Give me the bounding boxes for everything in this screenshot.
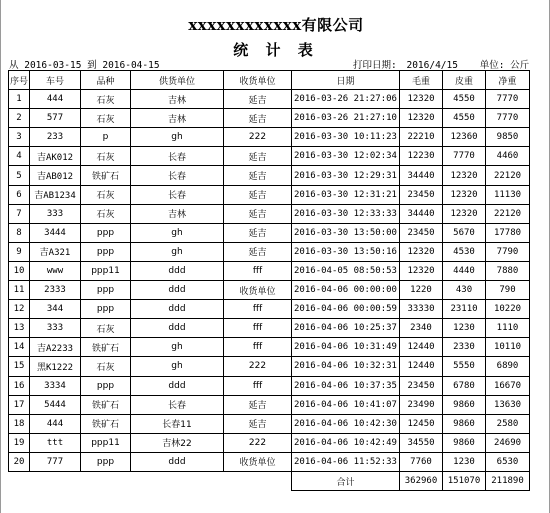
cell-receiver: fff	[224, 376, 292, 395]
cell-tare: 12320	[443, 166, 486, 185]
cell-seq: 14	[9, 338, 30, 357]
cell-plate: 吉A321	[30, 242, 81, 261]
cell-seq: 8	[9, 223, 30, 242]
cell-net: 2580	[486, 414, 530, 433]
cell-supplier: gh	[131, 128, 224, 147]
cell-date: 2016-03-30 12:33:33	[292, 204, 400, 223]
cell-product: 石灰	[81, 185, 131, 204]
cell-supplier: gh	[131, 223, 224, 242]
cell-date: 2016-04-06 10:42:49	[292, 433, 400, 452]
cell-tare: 430	[443, 281, 486, 300]
col-header-gross: 毛重	[400, 71, 443, 90]
cell-gross: 33330	[400, 300, 443, 319]
total-net: 211890	[486, 471, 530, 490]
cell-gross: 2340	[400, 319, 443, 338]
cell-tare: 9860	[443, 433, 486, 452]
cell-seq: 12	[9, 300, 30, 319]
cell-net: 17780	[486, 223, 530, 242]
cell-net: 6530	[486, 452, 530, 471]
cell-receiver: 延吉	[224, 242, 292, 261]
cell-product: ppp	[81, 223, 131, 242]
cell-net: 7770	[486, 90, 530, 109]
cell-product: ppp	[81, 376, 131, 395]
cell-receiver: fff	[224, 338, 292, 357]
cell-receiver: 222	[224, 433, 292, 452]
cell-receiver: 222	[224, 357, 292, 376]
cell-date: 2016-04-06 10:31:49	[292, 338, 400, 357]
cell-receiver: 延吉	[224, 185, 292, 204]
cell-supplier: ddd	[131, 319, 224, 338]
cell-gross: 34440	[400, 166, 443, 185]
table-row	[9, 90, 530, 109]
cell-tare: 9860	[443, 395, 486, 414]
cell-gross: 12320	[400, 90, 443, 109]
cell-supplier: ddd	[131, 452, 224, 471]
cell-product: ppp11	[81, 433, 131, 452]
cell-receiver: fff	[224, 261, 292, 280]
cell-net: 7770	[486, 109, 530, 128]
col-header-date: 日期	[292, 71, 400, 90]
table-row	[9, 395, 530, 414]
cell-gross: 12440	[400, 357, 443, 376]
date-range: 从 2016-03-15 到 2016-04-15	[9, 60, 160, 71]
total-label: 合计	[292, 471, 400, 490]
cell-seq: 17	[9, 395, 30, 414]
cell-tare: 12320	[443, 204, 486, 223]
cell-gross: 12230	[400, 147, 443, 166]
cell-plate: 3444	[30, 223, 81, 242]
cell-seq: 19	[9, 433, 30, 452]
table-row	[9, 338, 530, 357]
company-name: xxxxxxxxxxxx有限公司	[188, 16, 364, 34]
cell-date: 2016-03-30 13:50:16	[292, 242, 400, 261]
cell-product: ppp	[81, 300, 131, 319]
cell-supplier: 长春11	[131, 414, 224, 433]
table-row	[9, 204, 530, 223]
cell-tare: 4550	[443, 109, 486, 128]
cell-net: 790	[486, 281, 530, 300]
cell-net: 22120	[486, 166, 530, 185]
cell-seq: 7	[9, 204, 30, 223]
cell-receiver: 收货单位	[224, 281, 292, 300]
cell-tare: 1230	[443, 452, 486, 471]
cell-seq: 18	[9, 414, 30, 433]
cell-date: 2016-03-30 12:31:21	[292, 185, 400, 204]
cell-product: 石灰	[81, 109, 131, 128]
table-row	[9, 128, 530, 147]
cell-plate: 777	[30, 452, 81, 471]
cell-plate: 吉AK012	[30, 147, 81, 166]
cell-date: 2016-04-06 10:42:30	[292, 414, 400, 433]
cell-supplier: 吉林	[131, 90, 224, 109]
table-row	[9, 300, 530, 319]
cell-seq: 3	[9, 128, 30, 147]
cell-receiver: 收货单位	[224, 452, 292, 471]
table-row	[9, 109, 530, 128]
col-header-net: 净重	[486, 71, 530, 90]
cell-plate: 吉AB1234	[30, 185, 81, 204]
cell-seq: 1	[9, 90, 30, 109]
statistics-table	[8, 70, 530, 491]
cell-supplier: ddd	[131, 300, 224, 319]
cell-product: ppp	[81, 242, 131, 261]
cell-net: 24690	[486, 433, 530, 452]
cell-product: p	[81, 128, 131, 147]
cell-tare: 4550	[443, 90, 486, 109]
cell-seq: 9	[9, 242, 30, 261]
cell-supplier: 长春	[131, 395, 224, 414]
cell-tare: 7770	[443, 147, 486, 166]
cell-net: 10220	[486, 300, 530, 319]
cell-net: 22120	[486, 204, 530, 223]
cell-product: 石灰	[81, 319, 131, 338]
cell-tare: 6780	[443, 376, 486, 395]
cell-tare: 5550	[443, 357, 486, 376]
cell-date: 2016-03-30 10:11:23	[292, 128, 400, 147]
table-row	[9, 357, 530, 376]
cell-plate: www	[30, 261, 81, 280]
cell-tare: 1230	[443, 319, 486, 338]
print-info	[353, 57, 529, 71]
cell-product: 铁矿石	[81, 166, 131, 185]
cell-gross: 23450	[400, 185, 443, 204]
cell-receiver: 延吉	[224, 414, 292, 433]
table-row	[9, 376, 530, 395]
cell-seq: 10	[9, 261, 30, 280]
cell-product: 铁矿石	[81, 338, 131, 357]
cell-supplier: 吉林	[131, 204, 224, 223]
cell-plate: 333	[30, 319, 81, 338]
table-row	[9, 452, 530, 471]
table-row	[9, 433, 530, 452]
cell-plate: 444	[30, 414, 81, 433]
col-header-seq: 序号	[9, 71, 30, 90]
cell-supplier: gh	[131, 357, 224, 376]
print-date: 2016/4/15	[406, 60, 458, 71]
cell-receiver: 延吉	[224, 204, 292, 223]
col-header-plate: 车号	[30, 71, 81, 90]
table-row	[9, 242, 530, 261]
cell-net: 13630	[486, 395, 530, 414]
cell-net: 16670	[486, 376, 530, 395]
cell-plate: 333	[30, 204, 81, 223]
table-row	[9, 281, 530, 300]
cell-net: 9850	[486, 128, 530, 147]
cell-gross: 12440	[400, 338, 443, 357]
col-header-supplier: 供货单位	[131, 71, 224, 90]
cell-supplier: 长春	[131, 166, 224, 185]
cell-date: 2016-03-30 12:02:34	[292, 147, 400, 166]
cell-supplier: 吉林22	[131, 433, 224, 452]
cell-plate: 344	[30, 300, 81, 319]
cell-net: 1110	[486, 319, 530, 338]
cell-seq: 2	[9, 109, 30, 128]
cell-seq: 11	[9, 281, 30, 300]
cell-receiver: 延吉	[224, 109, 292, 128]
cell-seq: 4	[9, 147, 30, 166]
cell-product: 铁矿石	[81, 395, 131, 414]
cell-tare: 23110	[443, 300, 486, 319]
cell-tare: 5670	[443, 223, 486, 242]
cell-date: 2016-04-06 00:00:00	[292, 281, 400, 300]
cell-product: ppp	[81, 281, 131, 300]
table-row	[9, 147, 530, 166]
cell-date: 2016-03-30 13:50:00	[292, 223, 400, 242]
cell-tare: 9860	[443, 414, 486, 433]
report-title: 统 计 表	[233, 41, 319, 59]
cell-date: 2016-04-06 11:52:33	[292, 452, 400, 471]
cell-receiver: fff	[224, 300, 292, 319]
cell-seq: 16	[9, 376, 30, 395]
cell-plate: ttt	[30, 433, 81, 452]
total-gross: 362960	[400, 471, 443, 490]
table-row	[9, 414, 530, 433]
cell-plate: 444	[30, 90, 81, 109]
cell-product: 石灰	[81, 357, 131, 376]
cell-date: 2016-04-05 08:50:53	[292, 261, 400, 280]
cell-receiver: 延吉	[224, 90, 292, 109]
cell-gross: 34440	[400, 204, 443, 223]
cell-supplier: gh	[131, 242, 224, 261]
cell-receiver: 延吉	[224, 223, 292, 242]
cell-gross: 34550	[400, 433, 443, 452]
cell-net: 6890	[486, 357, 530, 376]
cell-gross: 12450	[400, 414, 443, 433]
cell-seq: 20	[9, 452, 30, 471]
cell-tare: 2330	[443, 338, 486, 357]
cell-date: 2016-04-06 00:00:59	[292, 300, 400, 319]
cell-gross: 22210	[400, 128, 443, 147]
cell-gross: 23450	[400, 223, 443, 242]
total-spacer	[9, 471, 292, 490]
table-row	[9, 223, 530, 242]
cell-plate: 233	[30, 128, 81, 147]
cell-net: 7790	[486, 242, 530, 261]
cell-date: 2016-04-06 10:37:35	[292, 376, 400, 395]
cell-product: 铁矿石	[81, 414, 131, 433]
cell-tare: 4530	[443, 242, 486, 261]
cell-date: 2016-03-30 12:29:31	[292, 166, 400, 185]
cell-supplier: ddd	[131, 376, 224, 395]
cell-receiver: 延吉	[224, 147, 292, 166]
col-header-product: 品种	[81, 71, 131, 90]
cell-gross: 12320	[400, 109, 443, 128]
cell-net: 11130	[486, 185, 530, 204]
cell-gross: 12320	[400, 242, 443, 261]
cell-plate: 3334	[30, 376, 81, 395]
total-tare: 151070	[443, 471, 486, 490]
cell-gross: 7760	[400, 452, 443, 471]
print-date-label: 打印日期:	[353, 60, 397, 71]
cell-product: 石灰	[81, 90, 131, 109]
unit-label: 单位:	[479, 60, 505, 71]
cell-date: 2016-03-26 21:27:06	[292, 90, 400, 109]
cell-receiver: 延吉	[224, 395, 292, 414]
cell-date: 2016-03-26 21:27:10	[292, 109, 400, 128]
cell-supplier: 长春	[131, 185, 224, 204]
cell-plate: 吉A2233	[30, 338, 81, 357]
cell-plate: 2333	[30, 281, 81, 300]
cell-gross: 1220	[400, 281, 443, 300]
cell-seq: 15	[9, 357, 30, 376]
cell-tare: 4440	[443, 261, 486, 280]
cell-gross: 23490	[400, 395, 443, 414]
cell-supplier: gh	[131, 338, 224, 357]
cell-supplier: ddd	[131, 281, 224, 300]
cell-receiver: 延吉	[224, 166, 292, 185]
table-header-row	[9, 71, 530, 90]
cell-supplier: 吉林	[131, 109, 224, 128]
cell-receiver: 222	[224, 128, 292, 147]
cell-tare: 12360	[443, 128, 486, 147]
cell-date: 2016-04-06 10:25:37	[292, 319, 400, 338]
cell-receiver: fff	[224, 319, 292, 338]
unit-value: 公斤	[510, 60, 530, 71]
cell-product: ppp	[81, 452, 131, 471]
cell-product: 石灰	[81, 204, 131, 223]
table-row	[9, 185, 530, 204]
cell-gross: 23450	[400, 376, 443, 395]
cell-net: 7880	[486, 261, 530, 280]
cell-tare: 12320	[443, 185, 486, 204]
cell-gross: 12320	[400, 261, 443, 280]
cell-plate: 5444	[30, 395, 81, 414]
cell-seq: 6	[9, 185, 30, 204]
cell-seq: 5	[9, 166, 30, 185]
cell-product: 石灰	[81, 147, 131, 166]
total-row	[9, 471, 530, 490]
cell-date: 2016-04-06 10:41:07	[292, 395, 400, 414]
cell-product: ppp11	[81, 261, 131, 280]
cell-plate: 黑K1222	[30, 357, 81, 376]
table-row	[9, 261, 530, 280]
table-row	[9, 319, 530, 338]
table-row	[9, 166, 530, 185]
cell-plate: 吉AB012	[30, 166, 81, 185]
cell-net: 4460	[486, 147, 530, 166]
col-header-tare: 皮重	[443, 71, 486, 90]
cell-seq: 13	[9, 319, 30, 338]
col-header-receiver: 收货单位	[224, 71, 292, 90]
cell-supplier: ddd	[131, 261, 224, 280]
cell-date: 2016-04-06 10:32:31	[292, 357, 400, 376]
cell-supplier: 长春	[131, 147, 224, 166]
cell-plate: 577	[30, 109, 81, 128]
cell-net: 10110	[486, 338, 530, 357]
